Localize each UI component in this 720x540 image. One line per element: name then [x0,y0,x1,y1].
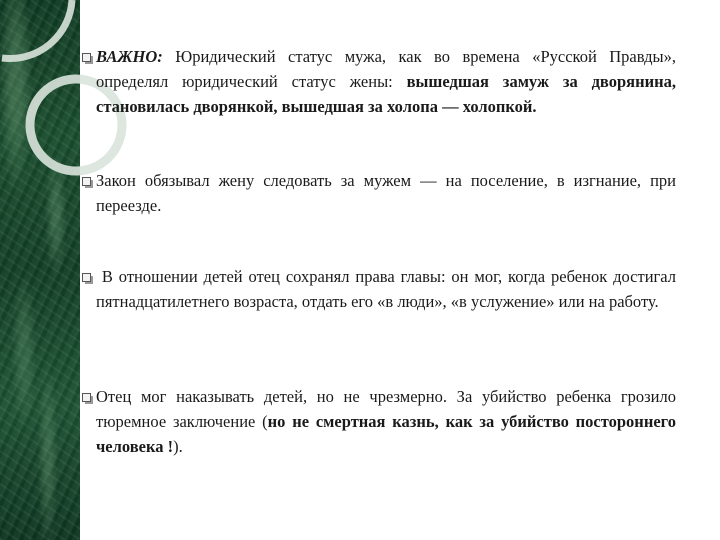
paragraph-1-bold: вышедшая замуж за дворянина, становилась дворянкой, вышедшая за холопа — холопкой. [96,72,676,116]
paragraph-1-text: Юридический статус мужа, как во времена «Русской Правды», определял юридический статус жены: [96,47,676,91]
paragraph-4-text-end: ). [173,437,183,456]
square-bullet-icon [82,177,91,186]
paragraph-4 [96,384,676,459]
top-arc [2,0,72,59]
square-bullet-icon [82,393,91,402]
paragraph-3-text: В отношении детей отец сохранял права главы: он мог, когда ребенок достигал пятнадцатилетнего возраста, отдать его «в люди», «в услужение» или на работу. [96,267,676,311]
paragraph-2 [96,168,676,218]
important-label: ВАЖНО: [96,47,163,66]
square-bullet-icon [82,273,91,282]
paragraph-3 [96,264,676,314]
paragraph-4-text: Отец мог наказывать детей, но не чрезмерно. За убийство ребенка грозило тюремное заключение ( [96,387,676,431]
square-bullet-icon [82,53,91,62]
paragraph-2-text: Закон обязывал жену следовать за мужем — на поселение, в изгнание, при переезде. [96,171,676,215]
paragraph-1 [96,44,676,119]
paragraph-4-bold: но не смертная казнь, как за убийство постороннего человека ! [96,412,676,456]
